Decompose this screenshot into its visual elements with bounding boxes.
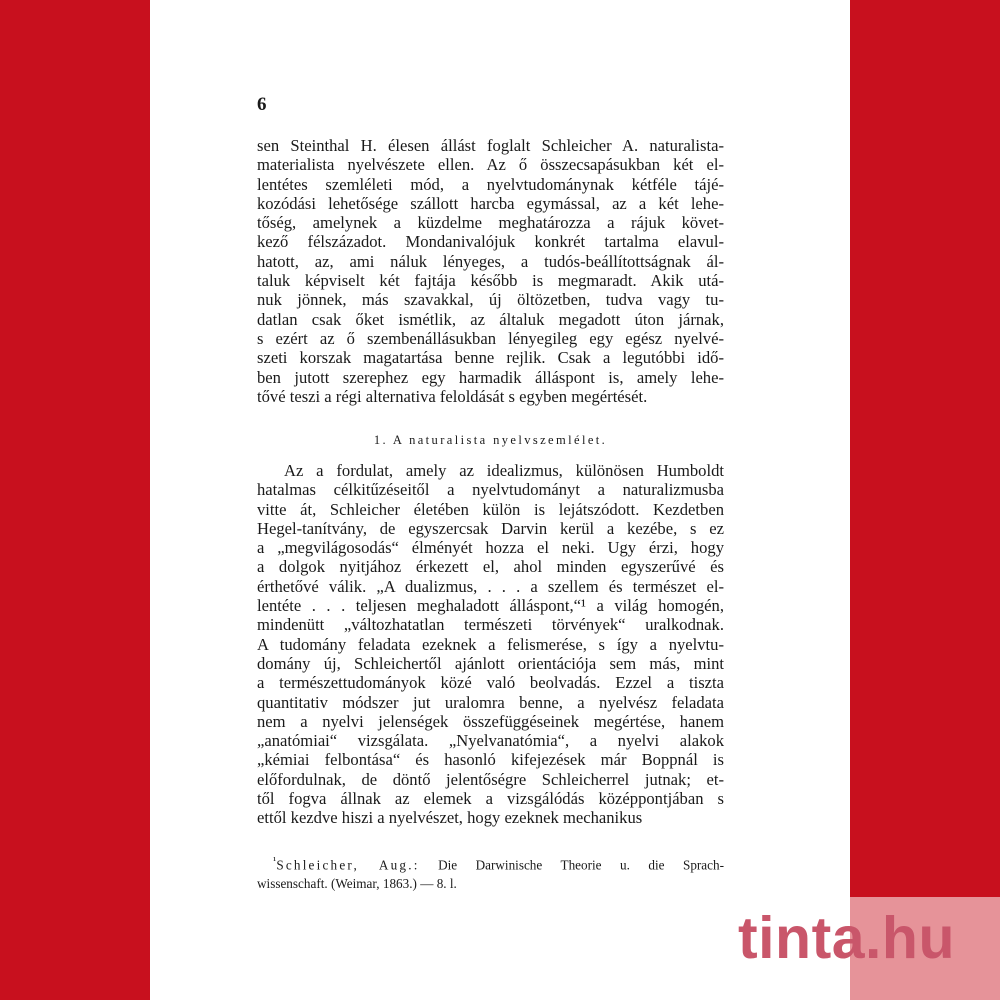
text-line: lentétes szemléleti mód, a nyelvtudománynak kétféle tájé- <box>257 174 724 194</box>
footnote-marker: ¹ <box>273 855 277 867</box>
text-line: quantitativ módszer jut uralomra benne, a nyelvész feladata <box>257 692 724 712</box>
text-line: „kémiai felbontása“ és hasonló kifejezések már Boppnál is <box>257 750 724 770</box>
text-line: lentéte . . . teljesen meghaladott álláspont,“¹ a világ homogén, <box>257 596 724 616</box>
footnote-line-1 <box>257 852 724 874</box>
text-line: Az a fordulat, amely az idealizmus, különösen Humboldt <box>284 461 724 480</box>
text-line: nem a nyelvi jelenségek összefüggéseinek megértése, hanem <box>257 711 724 731</box>
footnote-title: Die Darwinische Theorie u. die Sprach- <box>438 857 724 873</box>
book-page <box>150 0 850 1000</box>
text-line: kozódási lehetősége szállott harcba egymással, az a két lehe- <box>257 193 724 213</box>
text-line: sen Steinthal H. élesen állást foglalt Schleicher A. naturalista- <box>257 136 724 155</box>
text-line: tővé teszi a régi alternativa feloldását s egyben megértését. <box>257 386 648 406</box>
text-line: hatott, az, ami náluk lényeges, a tudós-beállítottságnak ál- <box>257 251 724 271</box>
text-line: kező félszázadot. Mondanivalójuk konkrét tartalma elavul- <box>257 232 724 252</box>
text-line: datlan csak őket ismétlik, az általuk megadott úton járnak, <box>257 309 724 329</box>
text-line: vitte át, Schleicher életében külön is lejátszódott. Kezdetben <box>257 499 724 519</box>
text-line: hatalmas célkitűzéseitől a nyelvtudományt a naturalizmusba <box>257 480 724 500</box>
text-line: érthetővé válik. „A dualizmus, . . . a szellem és természet el- <box>257 576 724 596</box>
text-line: a dolgok nyitjához érkezett el, ahol minden egyszerűvé és <box>257 557 724 577</box>
text-line: a „megvilágosodás“ élményét hozza el neki. Ugy érzi, hogy <box>257 538 724 558</box>
text-line: a természettudományok közé való beolvadás. Ezzel a tiszta <box>257 673 724 693</box>
text-line: Hegel-tanítvány, de egyszercsak Darvin kerül a kezébe, s ez <box>257 518 724 538</box>
text-line: ettől kezdve hiszi a nyelvészet, hogy ezeknek mechanikus <box>257 808 643 828</box>
footnote <box>257 852 724 893</box>
text-line: „anatómiai“ vizsgálata. „Nyelvanatómia“, a nyelvi alakok <box>257 731 724 751</box>
paragraph-intro <box>257 136 724 406</box>
text-line: mindenütt „változhatatlan természeti törvények“ uralkodnak. <box>257 615 724 635</box>
text-line: szeti korszak magatartása benne rejlik. Csak a legutóbbi idő- <box>257 348 724 368</box>
text-line: tőség, amelynek a küzdelme meghatározza a rájuk követ- <box>257 213 724 233</box>
footnote-author: Schleicher, Aug.: <box>276 857 420 873</box>
watermark-logo: tinta.hu <box>738 905 956 971</box>
paragraph-naturalism <box>257 461 724 828</box>
text-line: taluk képviselt két fajtája később is megmaradt. Akik utá- <box>257 271 724 291</box>
text-line: s ezért az ő szembenállásukban lényegileg egy egész nyelvé- <box>257 328 724 348</box>
text-line: nuk jönnek, más szavakkal, új öltözetben, tudva vagy tu- <box>257 290 724 310</box>
text-line: ben jutott szerephez egy harmadik álláspont is, amely lehe- <box>257 367 724 387</box>
text-line: től fogva állnak az elemek a vizsgálódás középpontjában s <box>257 789 724 809</box>
page-number: 6 <box>257 94 267 115</box>
text-line: előfordulnak, de döntő jelentőségre Schleicherrel jutnak; et- <box>257 769 724 789</box>
text-line: materialista nyelvészete ellen. Az ő összecsapásukban két el- <box>257 155 724 175</box>
text-line: A tudomány feladata ezeknek a felismerése, s így a nyelvtu- <box>257 634 724 654</box>
text-line: domány új, Schleichertől ajánlott orientációja sem más, mint <box>257 653 724 673</box>
footnote-line-2: wissenschaft. (Weimar, 1863.) — 8. l. <box>257 876 457 892</box>
section-heading: 1. A naturalista nyelvszemlélet. <box>373 433 608 447</box>
